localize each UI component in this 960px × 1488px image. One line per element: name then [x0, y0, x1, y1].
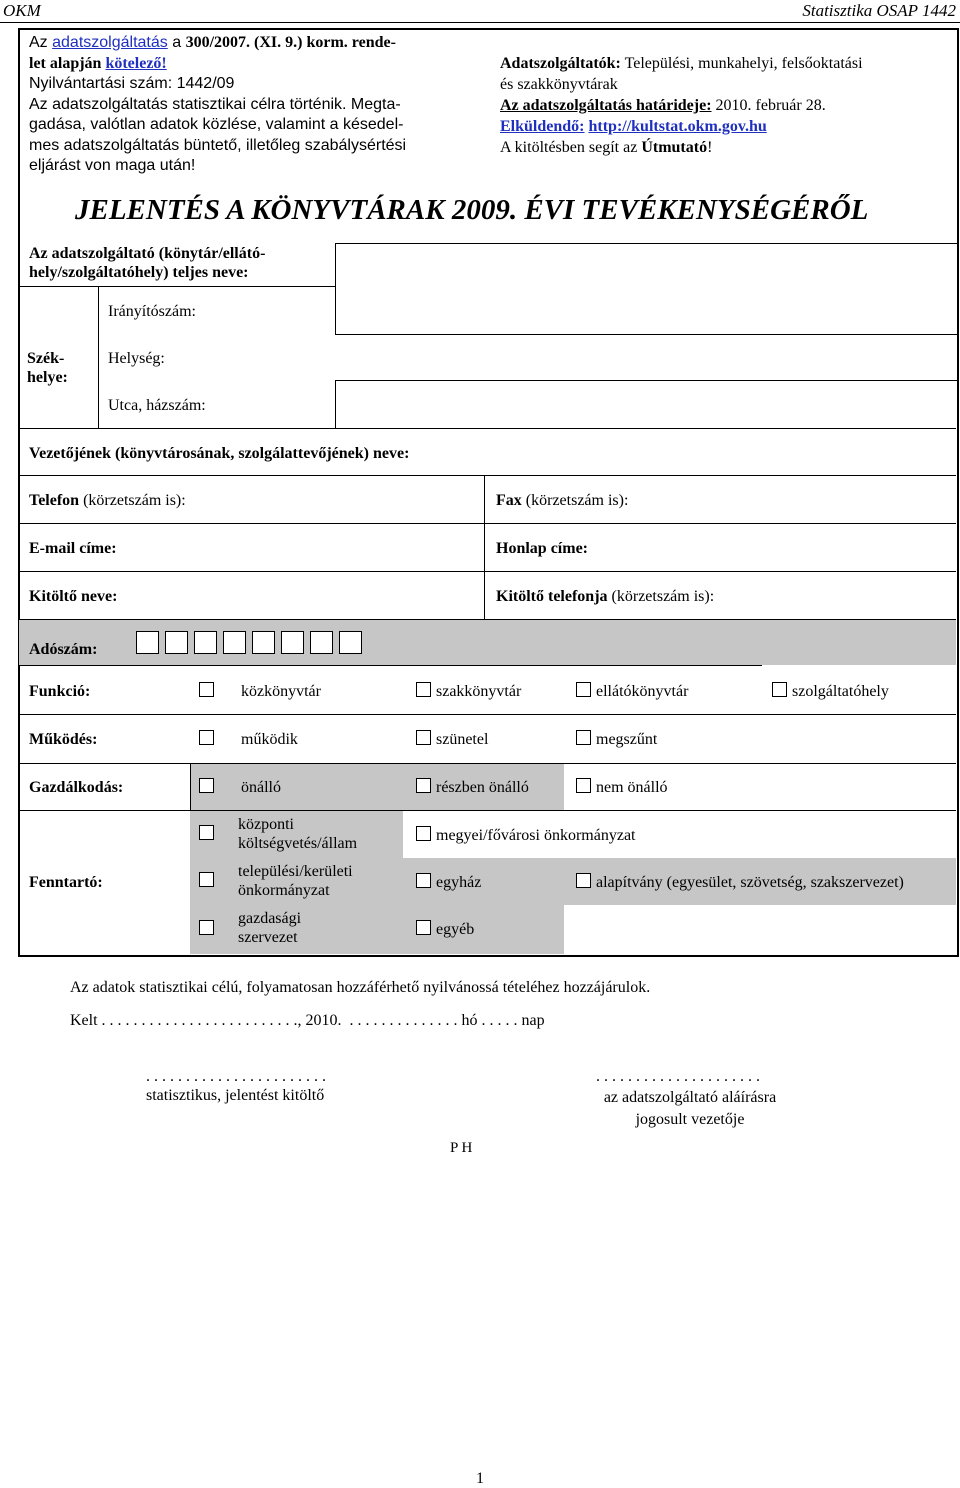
header-left: OKM: [3, 1, 41, 20]
checkbox-icon: [576, 873, 591, 888]
checkbox-icon: [199, 682, 214, 697]
full-name-field[interactable]: [335, 243, 957, 335]
city-label: Helység:: [108, 350, 165, 367]
function-label: Funkció:: [29, 683, 91, 700]
rule: [19, 523, 956, 524]
rule: [190, 764, 191, 810]
function-opt-ellatokonyvtar[interactable]: ellátókönyvtár: [576, 682, 688, 701]
rule: [19, 428, 956, 429]
filler-phone-field[interactable]: Kitöltő telefonja (körzetszám is):: [496, 588, 715, 605]
checkbox-icon: [416, 826, 431, 841]
checkbox-icon: [199, 825, 214, 840]
leader-label: Vezetőjének (könyvtárosának, szolgálattevőjének) neve:: [29, 445, 410, 462]
tax-row-white-tail: [762, 665, 956, 666]
owner-opt-egyhaz[interactable]: egyház: [416, 873, 481, 892]
tax-digit-box[interactable]: [252, 631, 275, 654]
function-opt-kozkonyvtar[interactable]: közkönyvtár: [199, 682, 321, 701]
registry-number: Nyilvántartási szám: 1442/09: [29, 75, 235, 92]
rule: [484, 475, 485, 619]
tax-digit-box[interactable]: [165, 631, 188, 654]
tax-digit-box[interactable]: [136, 631, 159, 654]
checkbox-icon: [576, 730, 591, 745]
owner-opt-alapitvany[interactable]: alapítvány (egyesület, szövetség, szakszervezet): [576, 873, 904, 892]
checkbox-icon: [199, 920, 214, 935]
tax-digit-box[interactable]: [339, 631, 362, 654]
rule: [19, 810, 956, 811]
legal-line-4: Az adatszolgáltatás statisztikai célra történik. Megta-: [29, 95, 401, 113]
owner-label: Fenntartó:: [29, 874, 103, 891]
phone-field[interactable]: Telefon (körzetszám is):: [29, 492, 186, 509]
consent-statement: Az adatok statisztikai célú, folyamatosan hozzáférhető nyilvánossá tételéhez hozzájárulok.: [70, 979, 651, 996]
seat-label: Szék- helye:: [27, 350, 68, 386]
signature-left-dots: . . . . . . . . . . . . . . . . . . . . . . .: [146, 1068, 326, 1085]
rule: [19, 286, 335, 287]
checkbox-icon: [199, 778, 214, 793]
legal-line-7: eljárást von maga után!: [29, 157, 196, 174]
legal-line-2: let alapján kötelező!: [29, 54, 167, 72]
checkbox-icon: [416, 682, 431, 697]
checkbox-icon: [576, 682, 591, 697]
address-field[interactable]: [335, 380, 957, 429]
owner-opt-megyei[interactable]: megyei/fővárosi önkormányzat: [416, 826, 636, 845]
deadline-line: Az adatszolgáltatás határideje: 2010. február 28.: [500, 97, 826, 114]
checkbox-icon: [416, 730, 431, 745]
page-number: 1: [476, 1470, 484, 1487]
kultstat-link[interactable]: http://kultstat.okm.gov.hu: [588, 118, 767, 135]
tax-digit-box[interactable]: [281, 631, 304, 654]
legal-notice: [29, 33, 469, 177]
checkbox-icon: [199, 872, 214, 887]
checkbox-icon: [772, 682, 787, 697]
operation-opt-megszunt[interactable]: megszűnt: [576, 730, 657, 749]
econ-label: Gazdálkodás:: [29, 779, 124, 796]
fax-field[interactable]: Fax (körzetszám is):: [496, 492, 629, 509]
function-opt-szolgaltatohely[interactable]: szolgáltatóhely: [772, 682, 889, 701]
utmutato-link[interactable]: Útmutató: [641, 139, 708, 156]
website-field[interactable]: Honlap címe:: [496, 540, 588, 557]
tax-number-boxes[interactable]: [136, 631, 368, 659]
rule: [19, 571, 956, 572]
send-line: Elküldendő: http://kultstat.okm.gov.hu: [500, 118, 767, 135]
operation-opt-szunetel[interactable]: szünetel: [416, 730, 488, 749]
tax-label: Adószám:: [29, 641, 98, 658]
tax-digit-box[interactable]: [194, 631, 217, 654]
checkbox-icon: [199, 730, 214, 745]
info-block: [500, 53, 950, 158]
operation-opt-mukodik[interactable]: működik: [199, 730, 298, 749]
stamp-place: P H: [450, 1140, 473, 1156]
email-field[interactable]: E-mail címe:: [29, 540, 117, 557]
tax-digit-box[interactable]: [223, 631, 246, 654]
providers-line-2: és szakkönyvtárak: [500, 76, 618, 93]
providers-line: Adatszolgáltatók: Települési, munkahelyi, felsőoktatási: [500, 55, 863, 72]
checkbox-icon: [576, 778, 591, 793]
report-title: JELENTÉS A KÖNYVTÁRAK 2009. ÉVI TEVÉKENYSÉGÉRŐL: [75, 194, 869, 226]
econ-opt-onallo[interactable]: önálló: [199, 778, 281, 797]
rule: [19, 665, 762, 666]
checkbox-icon: [416, 778, 431, 793]
header-rule: [0, 22, 960, 23]
filler-name-field[interactable]: Kitöltő neve:: [29, 588, 118, 605]
kotelezo-link[interactable]: kötelező!: [105, 54, 167, 72]
tax-digit-box[interactable]: [310, 631, 333, 654]
adatszolgaltatas-link[interactable]: adatszolgáltatás: [52, 34, 168, 51]
street-label: Utca, házszám:: [108, 397, 206, 414]
checkbox-icon: [416, 873, 431, 888]
signature-right-caption: az adatszolgáltató aláírásra jogosult vezetője: [603, 1089, 777, 1128]
header-right: Statisztika OSAP 1442: [802, 1, 956, 20]
legal-line-5: gadása, valótlan adatok közlése, valamint a késedel-: [29, 116, 404, 133]
econ-opt-nem-onallo[interactable]: nem önálló: [576, 778, 668, 797]
help-line: A kitöltésben segít az Útmutató!: [500, 139, 713, 156]
rule: [98, 286, 99, 428]
econ-opt-reszben[interactable]: részben önálló: [416, 778, 529, 797]
legal-line-6: mes adatszolgáltatás büntető, illetőleg szabálysértési: [29, 136, 407, 154]
owner-opt-egyeb[interactable]: egyéb: [416, 920, 474, 939]
zip-label: Irányítószám:: [108, 303, 196, 320]
signature-left-caption: statisztikus, jelentést kitöltő: [146, 1087, 325, 1104]
rule: [19, 714, 956, 715]
operation-label: Működés:: [29, 731, 98, 748]
full-name-label: Az adatszolgáltató (könytár/ellátó- hely/szolgáltatóhely) teljes neve:: [29, 245, 266, 281]
function-opt-szakkonyvtar[interactable]: szakkönyvtár: [416, 682, 521, 701]
checkbox-icon: [416, 920, 431, 935]
signature-right-dots: . . . . . . . . . . . . . . . . . . . . .: [596, 1068, 760, 1085]
legal-line-1: Az adatszolgáltatás a 300/2007. (XI. 9.) korm. rende-: [29, 34, 396, 51]
date-line[interactable]: Kelt . . . . . . . . . . . . . . . . . . . . . . . . ., 2010. . . . . . . . . . . . . . . hó . . . . . nap: [70, 1012, 545, 1029]
rule: [19, 475, 956, 476]
